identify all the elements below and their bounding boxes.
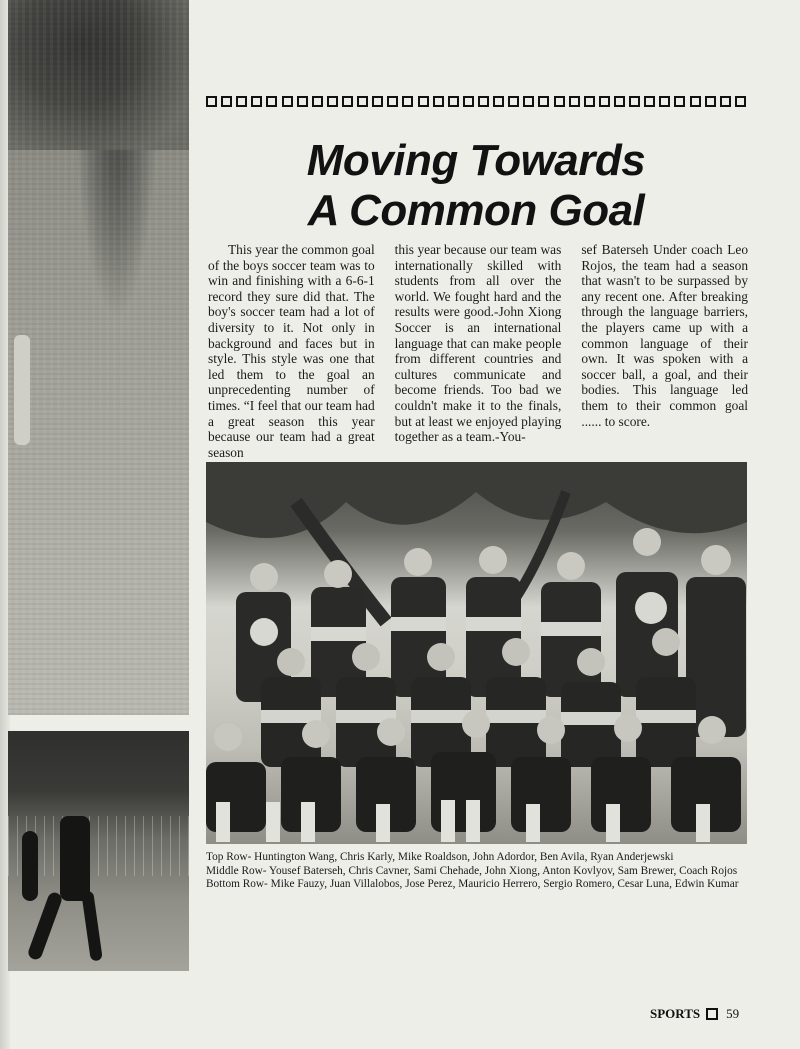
white-sock [266, 802, 280, 842]
player-head [250, 563, 278, 591]
white-sock [526, 804, 540, 842]
white-sock [301, 802, 315, 842]
ornament-square-icon [402, 96, 413, 107]
ornament-square-icon [282, 96, 293, 107]
caption-bottom-row: Bottom Row- Mike Fauzy, Juan Villalobos, Jose Perez, Mauricio Herrero, Sergio Romero, Cesar Luna, Edwin Kumar [206, 878, 739, 891]
player-figure [26, 891, 63, 962]
ornament-square-icon [508, 96, 519, 107]
field-photo [8, 0, 189, 715]
player-figure [22, 831, 38, 901]
jersey-stripe [466, 617, 521, 631]
square-bullet-icon [706, 1008, 718, 1020]
player-head [502, 638, 530, 666]
ornament-square-icon [659, 96, 670, 107]
ornament-square-icon [674, 96, 685, 107]
player-head [633, 528, 661, 556]
white-sock [441, 800, 455, 842]
player-head [427, 643, 455, 671]
player-head [557, 552, 585, 580]
player-figure [206, 762, 266, 832]
article-column-2 [395, 242, 562, 460]
ornament-square-icon [251, 96, 262, 107]
soccer-ball [250, 618, 278, 646]
ornament-square-icon [735, 96, 746, 107]
headline [206, 136, 746, 236]
player-figure [591, 757, 651, 832]
section-label: SPORTS [650, 1006, 701, 1021]
jersey-stripe [561, 712, 621, 725]
player-head [277, 648, 305, 676]
ornament-square-icon [599, 96, 610, 107]
photo-caption [206, 851, 766, 892]
white-sock [606, 804, 620, 842]
player-head [462, 710, 490, 738]
article-column-1 [208, 242, 375, 460]
ornament-square-icon [312, 96, 323, 107]
jersey-stripe [311, 627, 366, 641]
ornament-square-icon [478, 96, 489, 107]
player-head [324, 560, 352, 588]
tree-canopy [206, 462, 747, 538]
soccer-ball [635, 592, 667, 624]
ornament-square-icon [433, 96, 444, 107]
player-head [698, 716, 726, 744]
player-figure [431, 752, 496, 832]
white-sock [696, 804, 710, 842]
jersey-stripe [636, 710, 696, 723]
ornament-square-icon [266, 96, 277, 107]
action-photo [8, 731, 189, 971]
player-figure [81, 891, 103, 962]
jersey-stripe [391, 617, 446, 631]
article-column-3 [581, 242, 748, 460]
ornament-square-icon [493, 96, 504, 107]
ornament-square-icon [569, 96, 580, 107]
caption-middle-row: Middle Row- Yousef Baterseh, Chris Cavner, Sami Chehade, John Xiong, Anton Kovlyov, Sam Brewer, Coach Rojos [206, 864, 738, 877]
ornament-square-icon [463, 96, 474, 107]
page-number: 59 [726, 1006, 740, 1021]
article-text: sef Baterseh Under coach Leo Rojos, the team had a season that wasn't to be surpassed by any recent one. After breaking through the language barriers, the players came up with a common language of their own. It was spoken with a soccer ball, a goal, and their bodies. This language led them to their common goal ...... to score. [581, 242, 749, 429]
player-head [577, 648, 605, 676]
ornament-square-icon [372, 96, 383, 107]
player-head [214, 723, 242, 751]
player-head [537, 716, 565, 744]
white-sock [376, 804, 390, 842]
player-head [652, 628, 680, 656]
jersey-stripe [541, 622, 601, 636]
ornament-square-icon [538, 96, 549, 107]
caption-top-row: Top Row- Huntington Wang, Chris Karly, Mike Roaldson, John Adordor, Ben Avila, Ryan Anderjewski [206, 851, 674, 863]
article-body [208, 242, 748, 460]
ornament-border [206, 96, 746, 110]
player-head [352, 643, 380, 671]
ornament-square-icon [327, 96, 338, 107]
ornament-square-icon [418, 96, 429, 107]
ornament-square-icon [236, 96, 247, 107]
jersey-stripe [486, 710, 546, 723]
player-head [614, 714, 642, 742]
headline-line-1: Moving Towards [306, 136, 646, 185]
ornament-square-icon [357, 96, 368, 107]
white-sock [466, 800, 480, 842]
ornament-square-icon [387, 96, 398, 107]
player-head [479, 546, 507, 574]
player-leg [14, 335, 30, 445]
team-photo [206, 462, 747, 844]
ornament-square-icon [221, 96, 232, 107]
grass-texture [8, 0, 189, 715]
player-head [404, 548, 432, 576]
ornament-square-icon [614, 96, 625, 107]
ornament-square-icon [690, 96, 701, 107]
ornament-square-icon [584, 96, 595, 107]
article-text: This year the common goal of the boys soccer team was to win and finishing with a 6-6-1 record they sure did that. The boy's soccer team had a lot of diversity to it. Not only in background and faces but in style. This style was one that led them to the goal an unprecedenting number of times. “I feel that our team had a great season this year because our team had a great season [208, 242, 375, 460]
player-figure [60, 816, 90, 901]
ornament-square-icon [720, 96, 731, 107]
ornament-square-icon [705, 96, 716, 107]
ornament-square-icon [206, 96, 217, 107]
ornament-square-icon [629, 96, 640, 107]
team-photo-illustration [206, 462, 747, 844]
page-folio [650, 1006, 739, 1022]
headline-line-2: A Common Goal [307, 186, 645, 235]
player-head [377, 718, 405, 746]
ornament-square-icon [448, 96, 459, 107]
ornament-square-icon [297, 96, 308, 107]
ornament-square-icon [342, 96, 353, 107]
jersey-stripe [411, 710, 471, 723]
white-sock [216, 802, 230, 842]
player-figure [511, 757, 571, 832]
ornament-square-icon [644, 96, 655, 107]
player-head [701, 545, 731, 575]
article-text: this year because our team was internationally skilled with students from all over the world. We fought hard and the results were good.-John Xiong Soccer is an international language that can make people from different countries and cultures communicate and become friends. Too bad we couldn't make it to the finals, but at least we enjoyed playing together as a team.-You- [394, 242, 562, 445]
player-figure [541, 582, 601, 697]
ornament-square-icon [554, 96, 565, 107]
ornament-square-icon [523, 96, 534, 107]
player-head [302, 720, 330, 748]
